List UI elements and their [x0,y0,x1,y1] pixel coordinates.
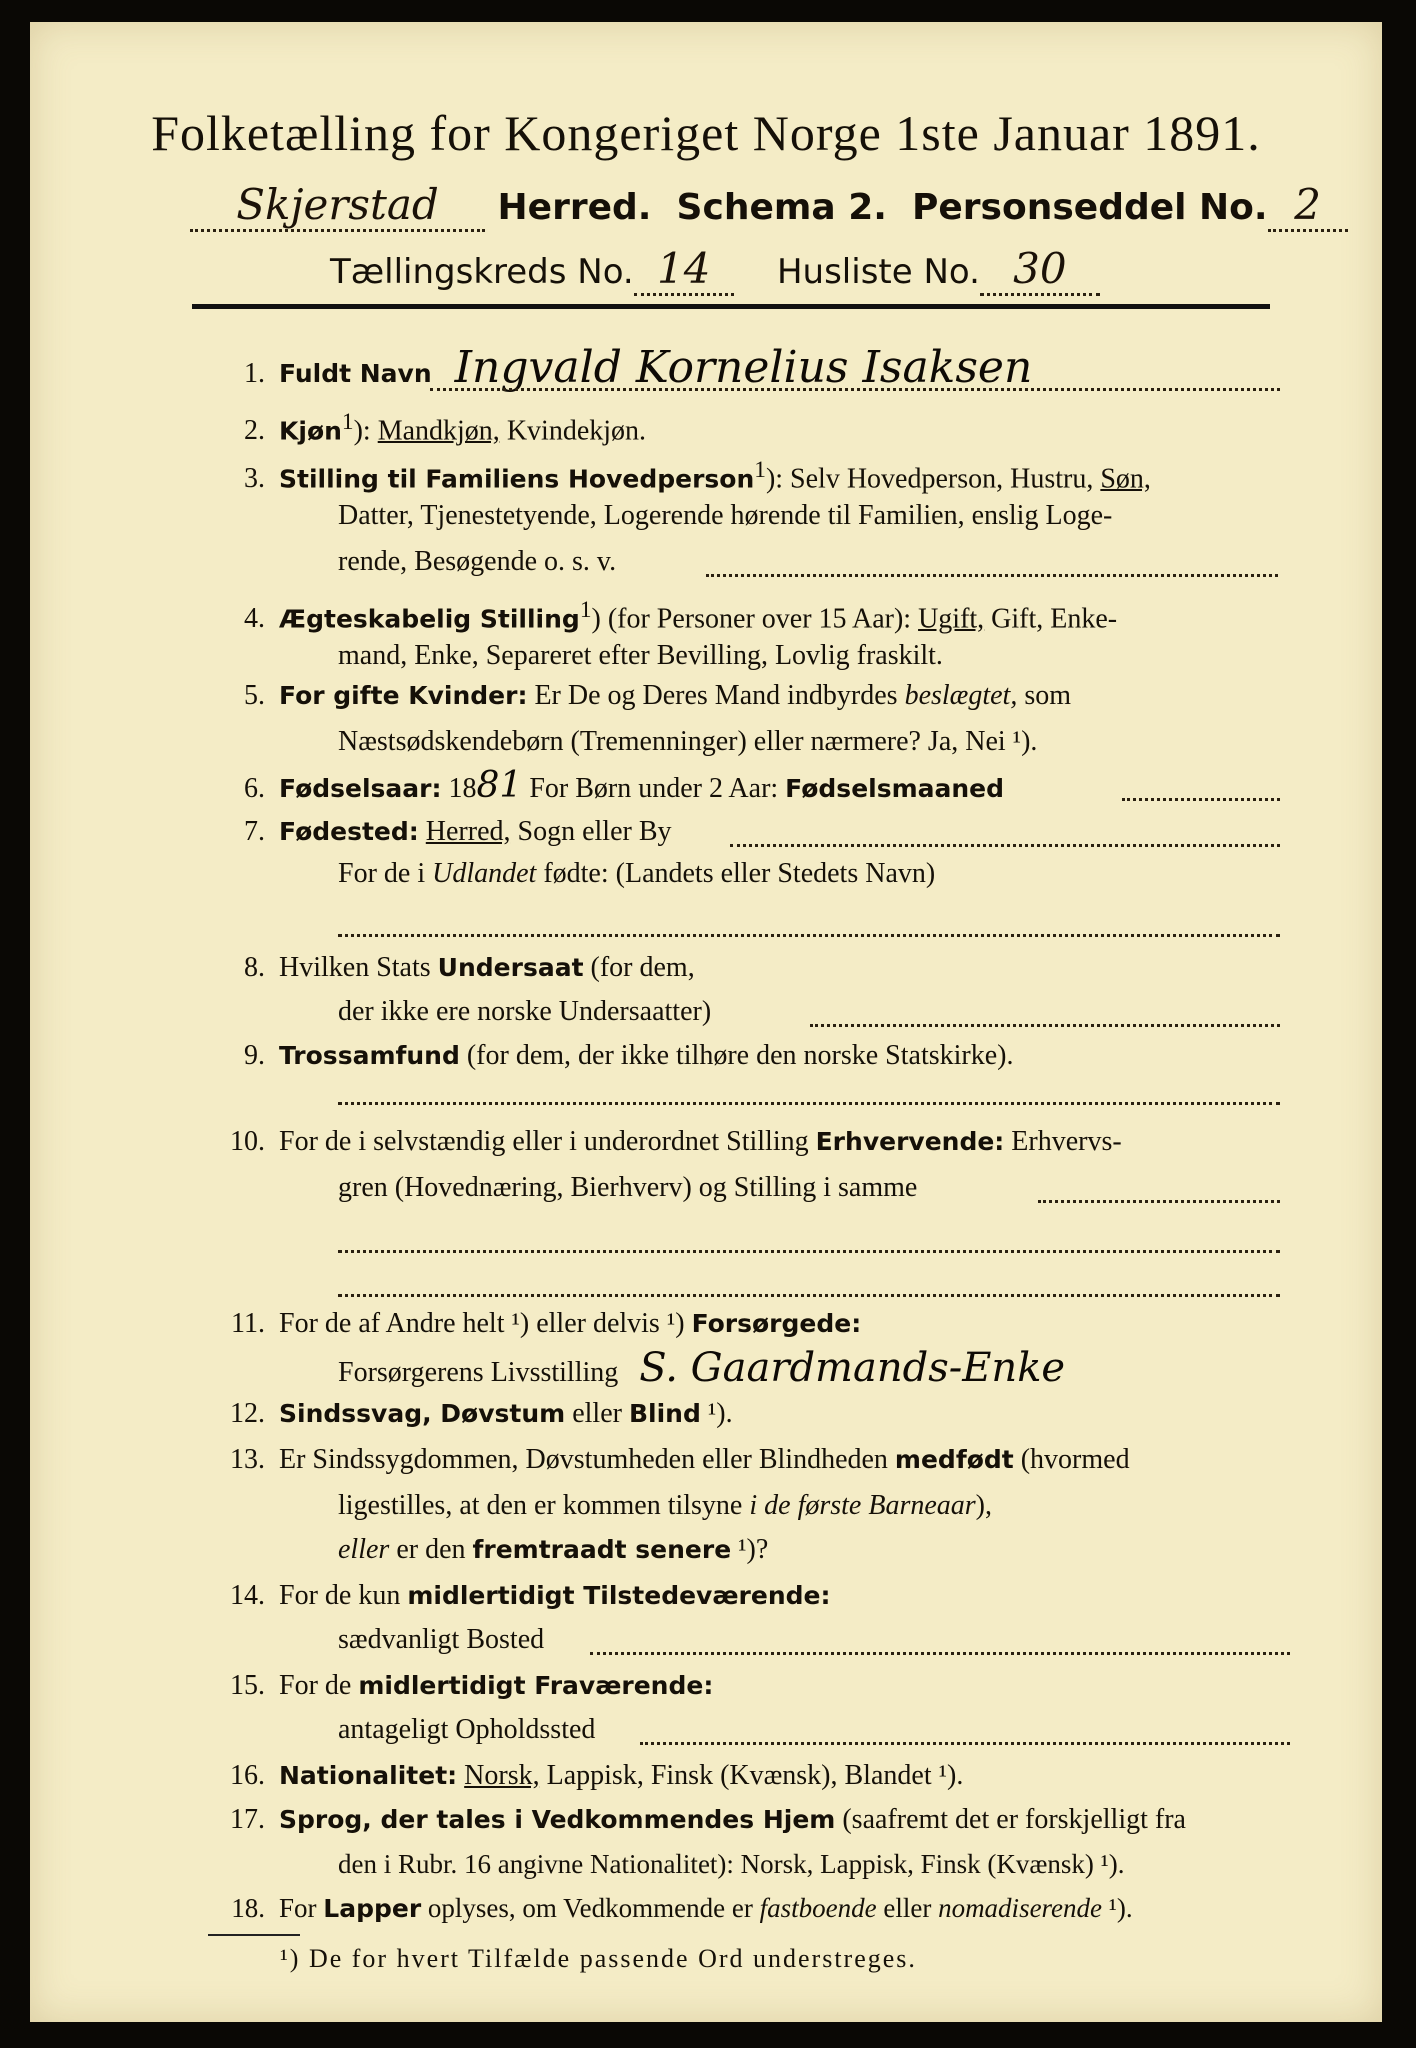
item-text: Forsørgerens Livsstilling [338,1357,619,1388]
item-3 [210,450,1151,499]
item-label: fremtraadt senere [472,1535,732,1564]
kreds-number: 14 [657,244,711,293]
item-number: 1. [244,358,265,389]
item-text: eller [876,1893,939,1923]
item-label: Blind [628,1399,701,1428]
kreds-label: Tællingskreds No. [330,252,634,292]
item-label: Undersaat [437,953,584,982]
item-16 [210,1756,963,1796]
full-name-value: Ingvald Kornelius Isaksen [454,342,1033,393]
item-text: nomadiserende [938,1893,1103,1923]
item-7 [210,812,672,852]
footnote-ref: 1 [341,409,354,435]
item-10 [210,1122,1122,1162]
item-text: eller [565,1398,629,1429]
dotted-line [338,1102,1280,1105]
item-text: Lappisk, Finsk (Kvænsk), Blandet ¹). [539,1760,964,1791]
item-label: Kjøn [279,416,342,446]
item-4 [210,590,1117,639]
item-text: er den [389,1534,473,1565]
dotted-line [810,1024,1280,1027]
item-text: 18 [441,773,477,804]
item-text: (for dem, [583,952,695,983]
item-number: 11. [231,1308,265,1339]
item-text: fastboende [759,1893,877,1923]
item-text: ligestilles, at den er kommen tilsyne [338,1490,750,1521]
item-text: Gift, Enke- [984,603,1118,635]
item-17 [210,1800,1186,1840]
item-text: Sogn eller By [510,816,672,847]
footnote-ref: 1 [579,597,592,623]
item-number: 4. [244,603,265,635]
item-text: For de i [338,858,433,889]
item-number: 12. [230,1398,265,1429]
item-label: Sprog, der tales i Vedkommendes Hjem [279,1805,836,1834]
item-text: eller [338,1534,390,1565]
dotted-line [338,1294,1280,1297]
dotted-line [1038,1200,1280,1203]
item-10-line2: gren (Hovednæring, Bierhverv) og Stilling i samme [338,1172,918,1203]
dotted-line [590,1652,1290,1655]
item-number: 3. [244,463,265,495]
footnote-ref: 1 [754,457,766,483]
item-5-line2: Næstsødskendebørn (Tremenninger) eller nærmere? Ja, Nei ¹). [338,726,1038,757]
item-label: midlertidigt Tilstedeværende: [407,1581,831,1610]
item-text: Erhvervs- [1004,1126,1122,1157]
item-text: For de kun [279,1580,408,1611]
item-6 [210,766,1004,809]
item-text: som [1017,680,1072,711]
herred-label: Herred. [497,187,652,228]
item-number: 9. [244,1040,265,1071]
dotted-line [338,934,1280,937]
item-3-line3: rende, Besøgende o. s. v. [338,546,617,577]
item-14 [210,1576,831,1616]
provider-occupation-value: S. Gaardmands-Enke [639,1345,1066,1391]
herred-handwritten: Skjerstad [236,180,439,229]
item-text: beslægtet, [904,680,1018,711]
item-15 [210,1666,713,1706]
item-number: 14. [230,1580,265,1611]
item-label: Erhvervende: [815,1127,1005,1156]
item-label: midlertidigt Fraværende: [358,1671,714,1700]
item-text: For Børn under 2 Aar: [522,773,786,804]
item-7-line2 [338,854,935,894]
item-text: Hvilken Stats [279,952,438,983]
dotted-line [430,388,1280,391]
item-15-line2: antageligt Opholdssted [338,1714,596,1745]
item-number: 10. [230,1126,265,1157]
item-number: 16. [230,1760,265,1791]
item-2 [210,402,646,451]
item-number: 2. [244,415,265,447]
item-label: Forsørgede: [691,1309,862,1338]
dotted-line [338,1250,1280,1253]
item-text: Er De og Deres Mand indbyrdes [527,680,905,711]
selected-option: Herred, [425,816,511,847]
item-14-line2: sædvanligt Bosted [338,1624,545,1655]
selected-option: Søn, [1100,463,1151,495]
item-4-line2: mand, Enke, Separeret efter Bevilling, Lovlig fraskilt. [338,640,943,671]
item-text: ), [975,1490,992,1521]
item-number: 5. [244,680,265,711]
item-text: ¹)? [731,1534,769,1565]
item-text: Er Sindssygdommen, Døvstumheden eller Blindheden [279,1444,895,1475]
item-number: 6. [244,773,265,804]
item-text: Udlandet [432,858,537,889]
item-text: ¹). [700,1398,733,1429]
form-title: Folketælling for Kongeriget Norge 1ste Januar 1891. [151,105,1261,161]
item-text: (saafremt det er forskjelligt fra [835,1804,1186,1835]
item-11 [210,1304,861,1344]
item-11-line2 [338,1345,1066,1393]
item-label: Sindssvag, Døvstum [279,1399,566,1428]
dotted-line [730,844,1280,847]
item-text: (for dem, der ikke tilhøre den norske Statskirke). [459,1040,1014,1071]
item-text: ): Selv Hovedperson, Hustru, [765,463,1101,495]
kreds-row [330,244,1100,296]
item-label: Fuldt Navn [279,359,432,388]
item-label: Fødested: [279,817,419,846]
selected-option: Ugift, [918,603,985,635]
item-label: Stilling til Familiens Hovedperson [279,464,755,494]
item-9 [210,1036,1013,1076]
husliste-label: Husliste No. [776,252,980,292]
footnote-rule [208,1934,300,1936]
item-12 [210,1394,733,1434]
item-label: medfødt [894,1445,1014,1474]
header-rule [192,304,1270,309]
selected-option: Norsk, [464,1760,540,1791]
item-text: fødte: (Landets eller Stedets Navn) [536,858,936,889]
item-label: Lapper [323,1894,422,1923]
personseddel-label: Personseddel No. [912,187,1268,228]
item-8 [210,948,695,988]
item-13-line2 [338,1486,992,1526]
item-text: For [279,1893,324,1923]
schema-label: Schema 2. [676,187,887,228]
dotted-line [1122,798,1280,801]
census-form [30,22,1382,2022]
item-number: 18. [231,1893,265,1923]
item-text: (hvormed [1013,1444,1130,1475]
item-label: Trossamfund [279,1041,460,1070]
item-13-line3 [338,1530,768,1570]
footnote: ¹) De for hvert Tilfælde passende Ord understreges. [280,1944,917,1973]
item-label: Nationalitet: [279,1761,458,1790]
item-13 [210,1440,1130,1480]
item-text: For de af Andre helt ¹) eller delvis ¹) [279,1308,692,1339]
husliste-number: 30 [1013,244,1067,293]
item-text: ): [353,415,378,447]
item-label: For gifte Kvinder: [279,681,528,710]
dotted-line [706,574,1278,577]
item-number: 13. [230,1444,265,1475]
item-text: ) (for Personer over 15 Aar): [591,603,919,635]
form-header-row [190,180,1348,232]
item-label: Ægteskabelig Stilling [279,604,580,634]
item-number: 17. [230,1804,265,1835]
item-text: ¹). [1102,1893,1133,1923]
item-number: 15. [230,1670,265,1701]
item-3-line2: Datter, Tjenestetyende, Logerende hørende til Familien, enslig Loge- [338,500,1113,531]
item-number: 7. [244,816,265,847]
item-text: i de første Barneaar [749,1490,976,1521]
item-text: oplyses, om Vedkommende er [421,1893,760,1923]
item-18 [210,1888,1133,1929]
birth-year-value: 81 [476,765,523,806]
item-text: For de i selvstændig eller i underordnet Stilling [279,1126,816,1157]
item-8-line2: der ikke ere norske Undersaatter) [338,996,712,1027]
item-label: Fødselsmaaned [785,774,1005,803]
item-label: Fødselsaar: [279,774,442,803]
item-17-line2: den i Rubr. 16 angivne Nationalitet): Norsk, Lappisk, Finsk (Kvænsk) ¹). [338,1849,1125,1879]
item-5 [210,676,1071,716]
item-text: For de [279,1670,359,1701]
item-number: 8. [244,952,265,983]
dotted-line [640,1742,1290,1745]
item-text: Kvindekjøn. [499,415,647,447]
personseddel-number: 2 [1294,180,1321,229]
selected-option: Mandkjøn, [377,415,500,447]
